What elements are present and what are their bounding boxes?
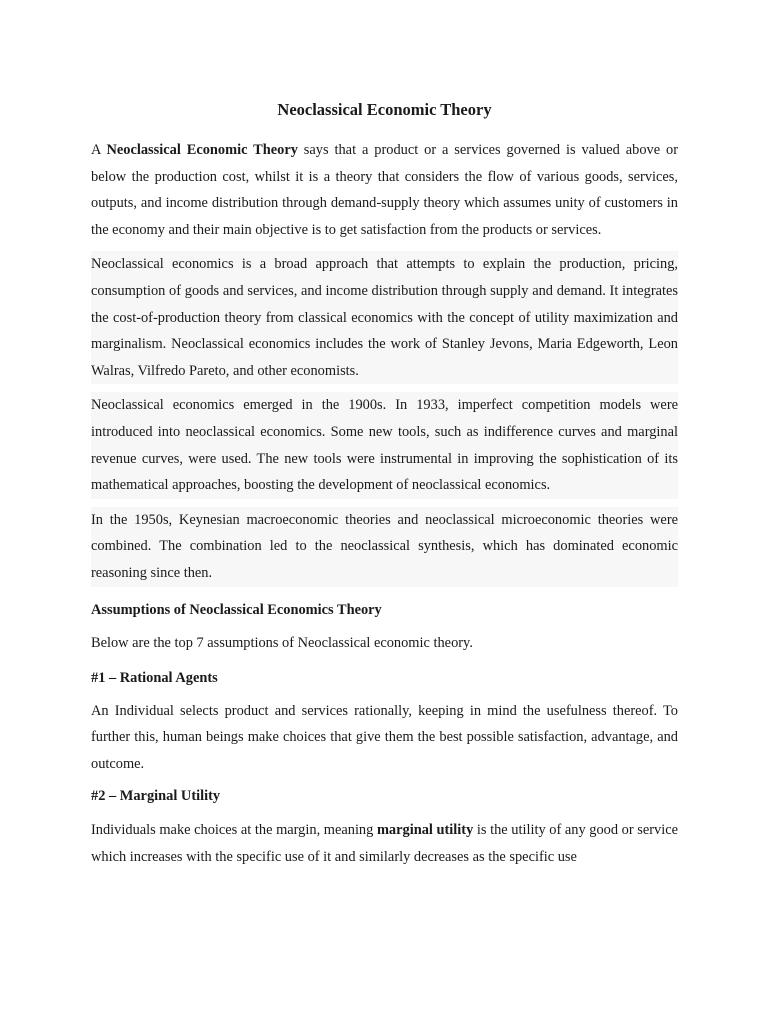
document-content	[91, 100, 678, 878]
marginal-text-end: is the utility of any good or service which increases with the specific use of it and similarly decreases as the specific use	[91, 822, 678, 865]
paragraph-marginal-utility	[91, 817, 678, 870]
paragraph-intro	[91, 137, 678, 243]
heading-marginal-utility: #2 – Marginal Utility	[91, 788, 221, 805]
paragraph-history: Neoclassical economics emerged in the 1900s. In 1933, imperfect competition models were introduced into neoclassical economics. Some new tools, such as indifference curves and marginal revenue curves, were used. The new tools were instrumental in improving the sophistication of its mathematical approaches, boosting the development of neoclassical economics.	[91, 392, 678, 498]
intro-text-end: says that a product or a services governed is valued above or below the production cost, whilst it is a theory that considers the flow of various goods, services, outputs, and income distribution through demand-supply theory which assumes unity of customers in the economy and their main objective is to get satisfaction from the products or services.	[91, 142, 678, 238]
paragraph-synthesis: In the 1950s, Keynesian macroeconomic theories and neoclassical microeconomic theories were combined. The combination led to the neoclassical synthesis, which has dominated economic reasoning since then.	[91, 507, 678, 587]
marginal-bold-term: marginal utility	[376, 822, 474, 839]
heading-rational-agents: #1 – Rational Agents	[91, 669, 218, 686]
assumptions-heading: Assumptions of Neoclassical Economics Theory	[91, 601, 382, 618]
assumptions-intro: Below are the top 7 assumptions of Neoclassical economic theory.	[91, 634, 473, 651]
marginal-text-start: Individuals make choices at the margin, meaning	[91, 822, 377, 839]
document-title: Neoclassical Economic Theory	[277, 100, 492, 119]
paragraph-rational-agents: An Individual selects product and services rationally, keeping in mind the usefulness thereof. To further this, human beings make choices that give them the best possible satisfaction, advantage, and outcome.	[91, 702, 678, 772]
intro-text-start: A	[91, 142, 107, 158]
intro-bold-term: Neoclassical Economic Theory	[106, 142, 298, 158]
paragraph-approach: Neoclassical economics is a broad approach that attempts to explain the production, pricing, consumption of goods and services, and income distribution through supply and demand. It integrates the cost-of-production theory from classical economics with the concept of utility maximization and marginalism. Neoclassical economics includes the work of Stanley Jevons, Maria Edgeworth, Leon Walras, Vilfredo Pareto, and other economists.	[91, 251, 678, 384]
